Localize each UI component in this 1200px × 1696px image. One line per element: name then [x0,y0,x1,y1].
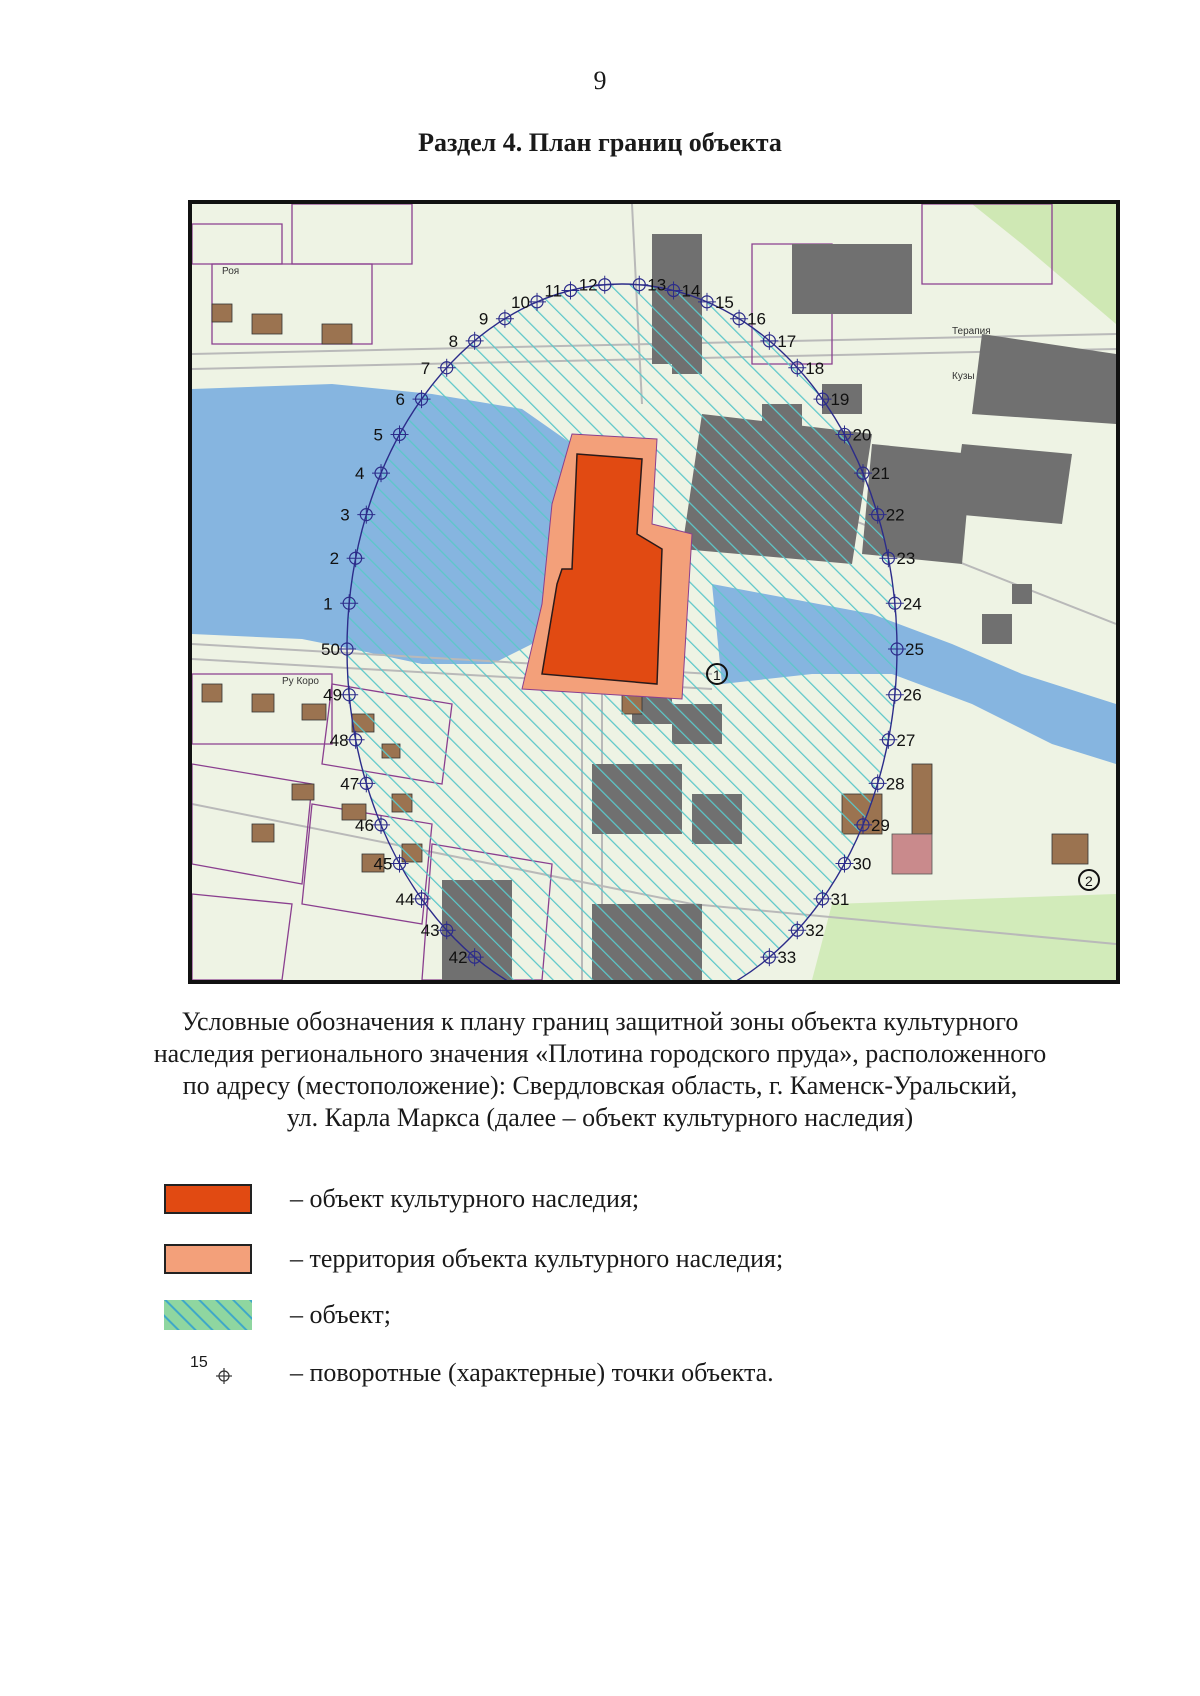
turning-point-label: 44 [395,889,415,909]
turning-point-label: 15 [714,292,734,312]
turning-point-label: 4 [355,464,365,484]
turning-point-label: 24 [902,594,922,614]
legend-item-zone [160,1296,1060,1336]
legend-caption [140,1006,1060,1134]
turning-point-label: 29 [870,815,890,835]
pink-building [892,834,932,874]
turning-point-label: 2 [329,549,340,569]
caption-line: Условные обозначения к плану границ защитной зоны объекта культурного [181,1007,1019,1036]
turning-point-label: 42 [448,948,468,968]
legend-label: – объект; [290,1300,391,1329]
circled-marker-label: 1 [713,667,721,683]
turning-point-sample-number: 15 [190,1354,208,1371]
turning-point-label: 32 [805,921,825,941]
turning-point-label: 26 [902,685,922,705]
street-label: Ру Коро [282,676,319,687]
heritage-object-swatch [164,1184,252,1214]
turning-point-label: 7 [420,358,431,378]
turning-point-label: 21 [870,464,890,484]
turning-point-label: 3 [340,505,350,525]
hatched-zone-swatch [164,1300,252,1330]
street-label: Кузы [952,371,975,382]
turning-point-label: 48 [329,730,349,750]
turning-point-label: 47 [340,774,360,794]
boundary-plan-map [188,200,1120,984]
legend-item-heritage-territory [160,1240,1060,1280]
turning-point-label: 10 [511,292,530,312]
section-title: Раздел 4. План границ объекта [418,128,782,157]
turning-point-label: 11 [544,281,563,301]
legend-item-turning-point [160,1354,1060,1394]
turning-point-label: 31 [830,889,850,909]
turning-point-label: 30 [852,854,872,874]
turning-point-label: 6 [395,390,406,410]
legend-label: – территория объекта культурного наследия; [290,1244,784,1273]
heritage-territory-swatch [164,1244,252,1274]
caption-line: ул. Карла Маркса (далее – объект культурного наследия) [286,1103,914,1132]
turning-point-label: 46 [355,815,374,835]
crosshair-icon [190,1354,250,1394]
turning-point-label: 50 [321,640,340,659]
turning-point-label: 16 [747,309,767,329]
turning-point-label: 18 [805,358,825,378]
turning-point-label: 27 [896,730,916,750]
green-area [812,894,1116,980]
turning-point-label: 23 [896,549,916,569]
turning-point-label: 19 [830,390,850,410]
legend-label: – поворотные (характерные) точки объекта. [290,1358,774,1387]
turning-point-label: 17 [777,331,797,351]
turning-point-label: 13 [647,275,667,295]
turning-point-label: 43 [420,921,440,941]
street-label: Роя [222,266,240,277]
street-label: Терапия [952,326,991,337]
turning-point-sample [190,1354,250,1394]
page-number: 9 [593,66,607,95]
turning-point-label: 5 [373,425,383,445]
caption-line: по адресу (местоположение): Свердловская область, г. Каменск-Уральский, [182,1071,1018,1100]
turning-point-label: 28 [885,774,905,794]
turning-point-label: 9 [478,309,489,329]
turning-point-label: 14 [681,281,701,301]
circled-marker-label: 2 [1085,873,1093,889]
turning-point-label: 33 [777,948,797,968]
turning-point-label: 1 [323,594,333,614]
legend-label: – объект культурного наследия; [290,1184,640,1213]
turning-point-label: 22 [885,505,905,525]
legend-item-heritage-object [160,1180,1060,1220]
turning-point-label: 12 [578,275,598,295]
turning-point-label: 25 [905,640,924,659]
turning-point-label: 49 [323,685,343,705]
turning-point-label: 8 [448,331,459,351]
caption-line: наследия регионального значения «Плотина городского пруда», расположенного [153,1039,1047,1068]
turning-point-label: 20 [852,425,872,445]
turning-point-label: 45 [373,854,393,874]
